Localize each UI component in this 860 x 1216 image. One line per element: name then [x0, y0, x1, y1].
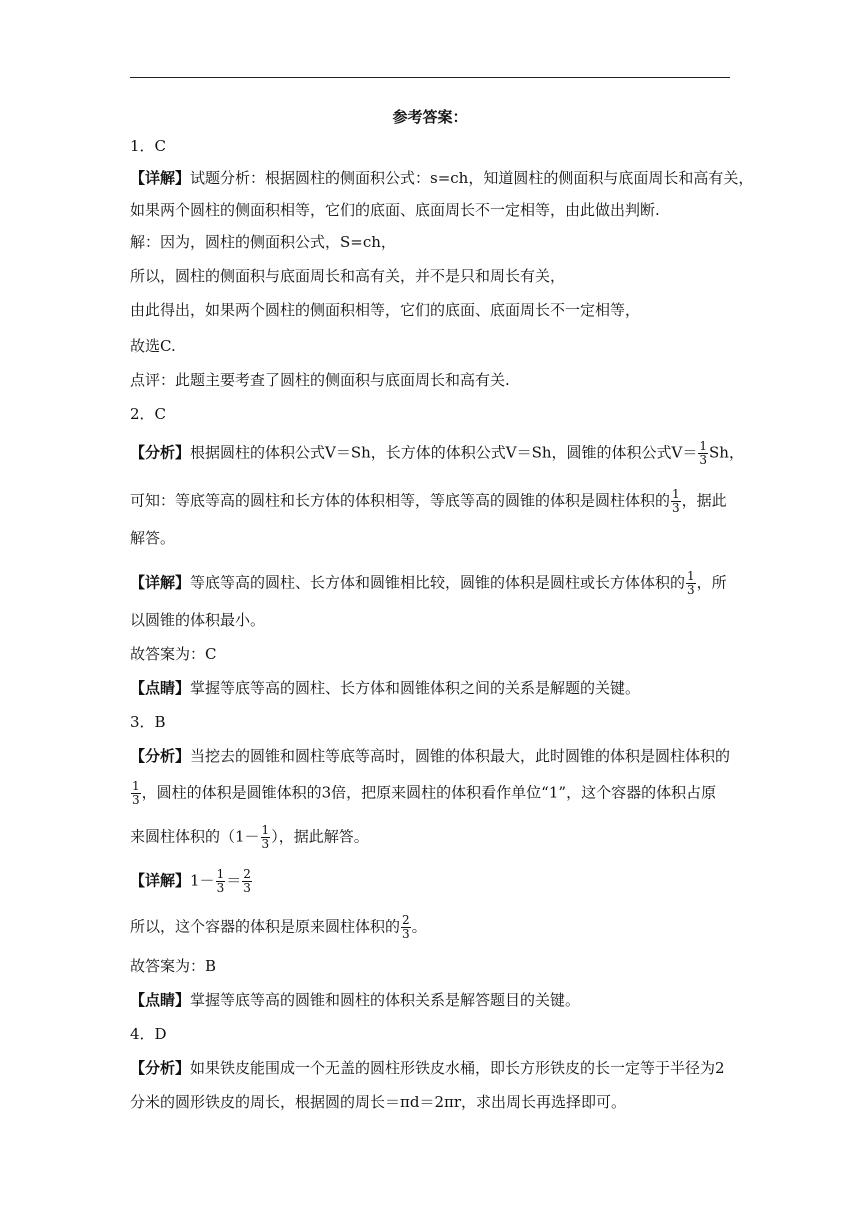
q1-solution-line3: 由此得出，如果两个圆柱的侧面积相等，它们的底面、底面周长不一定相等，	[130, 301, 641, 319]
q2-analysis-line3: 解答。	[130, 529, 176, 547]
q3-key-point: 【点睛】掌握等底等高的圆锥和圆柱的体积关系是解答题目的关键。	[130, 991, 581, 1009]
q3-analysis-line3: 来圆柱体积的（1－ $\frac{1}{3}$ ），据此解答。	[130, 823, 369, 851]
q1-number: 1．C	[130, 137, 167, 155]
q3-number: 3．B	[130, 713, 166, 731]
q1-choice: 故选C.	[130, 337, 176, 355]
q1-solution-line2: 所以，圆柱的侧面积与底面周长和高有关，并不是只和周长有关，	[130, 267, 566, 285]
q3-answer: 故答案为：B	[130, 957, 217, 975]
q4-analysis-line1: 【分析】如果铁皮能围成一个无盖的圆柱形铁皮水桶，即长方形铁皮的长一定等于半径为2	[130, 1059, 725, 1077]
q2-answer: 故答案为：C	[130, 645, 217, 663]
fraction-two-thirds: $\frac{2}{3}$	[243, 867, 251, 895]
fraction-one-third: $\frac{1}{3}$	[699, 439, 708, 467]
fraction-one-third: $\frac{1}{3}$	[261, 823, 270, 851]
header-rule	[130, 77, 730, 78]
fraction-one-third: $\frac{1}{3}$	[687, 569, 695, 597]
q4-analysis-line2: 分米的圆形铁皮的周长，根据圆的周长＝πd＝2πr，求出周长再选择即可。	[130, 1093, 627, 1111]
q1-detail-line2: 如果两个圆柱的侧面积相等，它们的底面、底面周长不一定相等，由此做出判断.	[130, 201, 660, 219]
fraction-one-third: $\frac{1}{3}$	[132, 779, 140, 807]
q1-solution-line1: 解：因为，圆柱的侧面积公式，S=ch，	[130, 233, 396, 251]
q1-detail-line1: 【详解】试题分析：根据圆柱的侧面积公式：s=ch，知道圆柱的侧面积与底面周长和高有关，	[130, 169, 754, 187]
q4-number: 4．D	[130, 1025, 167, 1043]
q3-detail-line1: 【详解】1－ $\frac{1}{3}$ ＝ $\frac{2}{3}$	[130, 867, 251, 895]
q2-analysis-line1: 【分析】根据圆柱的体积公式V＝Sh，长方体的体积公式V＝Sh，圆锥的体积公式V＝ $\frac{1}{3}$ Sh，	[130, 439, 744, 467]
fraction-two-thirds: $\frac{2}{3}$	[402, 913, 410, 941]
q2-number: 2．C	[130, 405, 167, 423]
q1-comment: 点评：此题主要考查了圆柱的侧面积与底面周长和高有关.	[130, 371, 510, 389]
q3-detail-line2: 所以，这个容器的体积是原来圆柱体积的 $\frac{2}{3}$ 。	[130, 913, 427, 941]
fraction-one-third: $\frac{1}{3}$	[672, 487, 680, 515]
fraction-one-third: $\frac{1}{3}$	[216, 867, 225, 895]
q2-detail-line2: 以圆锥的体积最小。	[130, 611, 266, 629]
page-title: 参考答案：	[392, 108, 468, 126]
q3-analysis-line2: $\frac{1}{3}$ ，圆柱的体积是圆锥体积的3倍，把原来圆柱的体积看作单位“1”，这个容器的体积占原	[132, 779, 717, 807]
q2-detail-line1: 【详解】等底等高的圆柱、长方体和圆锥相比较，圆锥的体积是圆柱或长方体体积的 $\frac{1}{3}$ ，所	[130, 569, 727, 597]
q2-analysis-line2: 可知：等底等高的圆柱和长方体的体积相等，等底等高的圆锥的体积是圆柱体积的 $\frac{1}{3}$ ，据此	[130, 487, 727, 515]
q2-key-point: 【点睛】掌握等底等高的圆柱、长方体和圆锥体积之间的关系是解题的关键。	[130, 679, 641, 697]
q3-analysis-line1: 【分析】当挖去的圆锥和圆柱等底等高时，圆锥的体积最大，此时圆锥的体积是圆柱体积的	[130, 747, 731, 765]
q2-analysis-text: 【分析】根据圆柱的体积公式V＝Sh，长方体的体积公式V＝Sh，圆锥的体积公式V＝	[130, 443, 698, 462]
